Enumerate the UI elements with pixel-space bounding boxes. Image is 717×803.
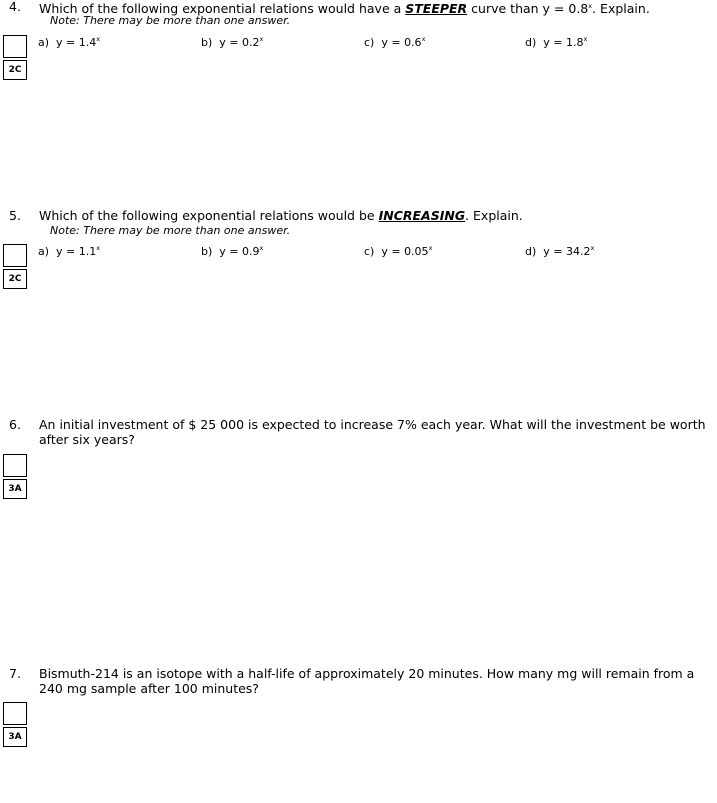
q5-option-a-label: a) — [38, 245, 50, 258]
q4-option-a-label: a) — [38, 36, 50, 49]
q5-option-a[interactable] — [38, 244, 100, 258]
q5-score-box[interactable] — [3, 244, 27, 267]
q6-mark-code: 3A — [3, 479, 27, 499]
q7-score-box[interactable] — [3, 702, 27, 725]
q4-option-d-label: d) — [525, 36, 537, 49]
q5-option-b[interactable] — [201, 244, 263, 258]
q7-mark-code: 3A — [3, 727, 27, 747]
q5-mark-code: 2C — [3, 269, 27, 289]
q4-mark-code: 2C — [3, 60, 27, 80]
q5-text — [39, 208, 523, 223]
q4-text-after: curve than y = 0.8 — [471, 1, 589, 16]
q5-number: 5. — [9, 208, 21, 223]
q4-option-c-exp: x — [421, 35, 426, 43]
q4-score-box[interactable] — [3, 35, 27, 58]
q4-option-a-exp: x — [96, 35, 101, 43]
q4-text-end: . Explain. — [592, 1, 650, 16]
q5-option-d-label: d) — [525, 245, 537, 258]
q4-option-c-expr: y = 0.6 — [381, 36, 422, 49]
q6-score-box[interactable] — [3, 454, 27, 477]
q7-text: Bismuth-214 is an isotope with a half-life of approximately 20 minutes. How many mg will remain from a 240 mg sample after 100 minutes? — [39, 666, 695, 696]
q6-text: An initial investment of $ 25 000 is expected to increase 7% each year. What will the investment be worth after six years? — [39, 417, 706, 447]
q4-option-a[interactable] — [38, 35, 100, 49]
q4-option-c-label: c) — [364, 36, 375, 49]
q4-exponent: x — [588, 2, 593, 10]
q5-option-b-label: b) — [201, 245, 213, 258]
q5-text-before: Which of the following exponential relations would be — [39, 208, 375, 223]
q4-option-b-expr: y = 0.2 — [219, 36, 260, 49]
q4-option-b-exp: x — [259, 35, 264, 43]
q5-option-b-expr: y = 0.9 — [219, 245, 260, 258]
q4-number: 4. — [9, 0, 21, 14]
q7-number: 7. — [9, 666, 21, 681]
q4-emphasis: STEEPER — [405, 1, 468, 16]
q5-option-a-exp: x — [96, 244, 101, 252]
q4-option-d-expr: y = 1.8 — [543, 36, 584, 49]
q5-option-c-expr: y = 0.05 — [381, 245, 429, 258]
q4-text-before: Which of the following exponential relations would have a — [39, 1, 402, 16]
q4-option-b[interactable] — [201, 35, 263, 49]
q4-option-b-label: b) — [201, 36, 213, 49]
q5-emphasis: INCREASING — [378, 208, 466, 223]
q5-option-c[interactable] — [364, 244, 432, 258]
q4-option-a-expr: y = 1.4 — [56, 36, 97, 49]
q5-note: Note: There may be more than one answer. — [50, 224, 291, 237]
q5-text-end: . Explain. — [465, 208, 523, 223]
q5-option-d[interactable] — [525, 244, 594, 258]
q4-option-d[interactable] — [525, 35, 587, 49]
q5-option-d-exp: x — [590, 244, 595, 252]
q5-option-c-label: c) — [364, 245, 375, 258]
q5-option-a-expr: y = 1.1 — [56, 245, 97, 258]
q4-option-d-exp: x — [583, 35, 588, 43]
q4-option-c[interactable] — [364, 35, 425, 49]
q5-option-d-expr: y = 34.2 — [543, 245, 591, 258]
q6-number: 6. — [9, 417, 21, 432]
q5-option-b-exp: x — [259, 244, 264, 252]
q5-option-c-exp: x — [428, 244, 433, 252]
q4-note: Note: There may be more than one answer. — [50, 14, 291, 27]
